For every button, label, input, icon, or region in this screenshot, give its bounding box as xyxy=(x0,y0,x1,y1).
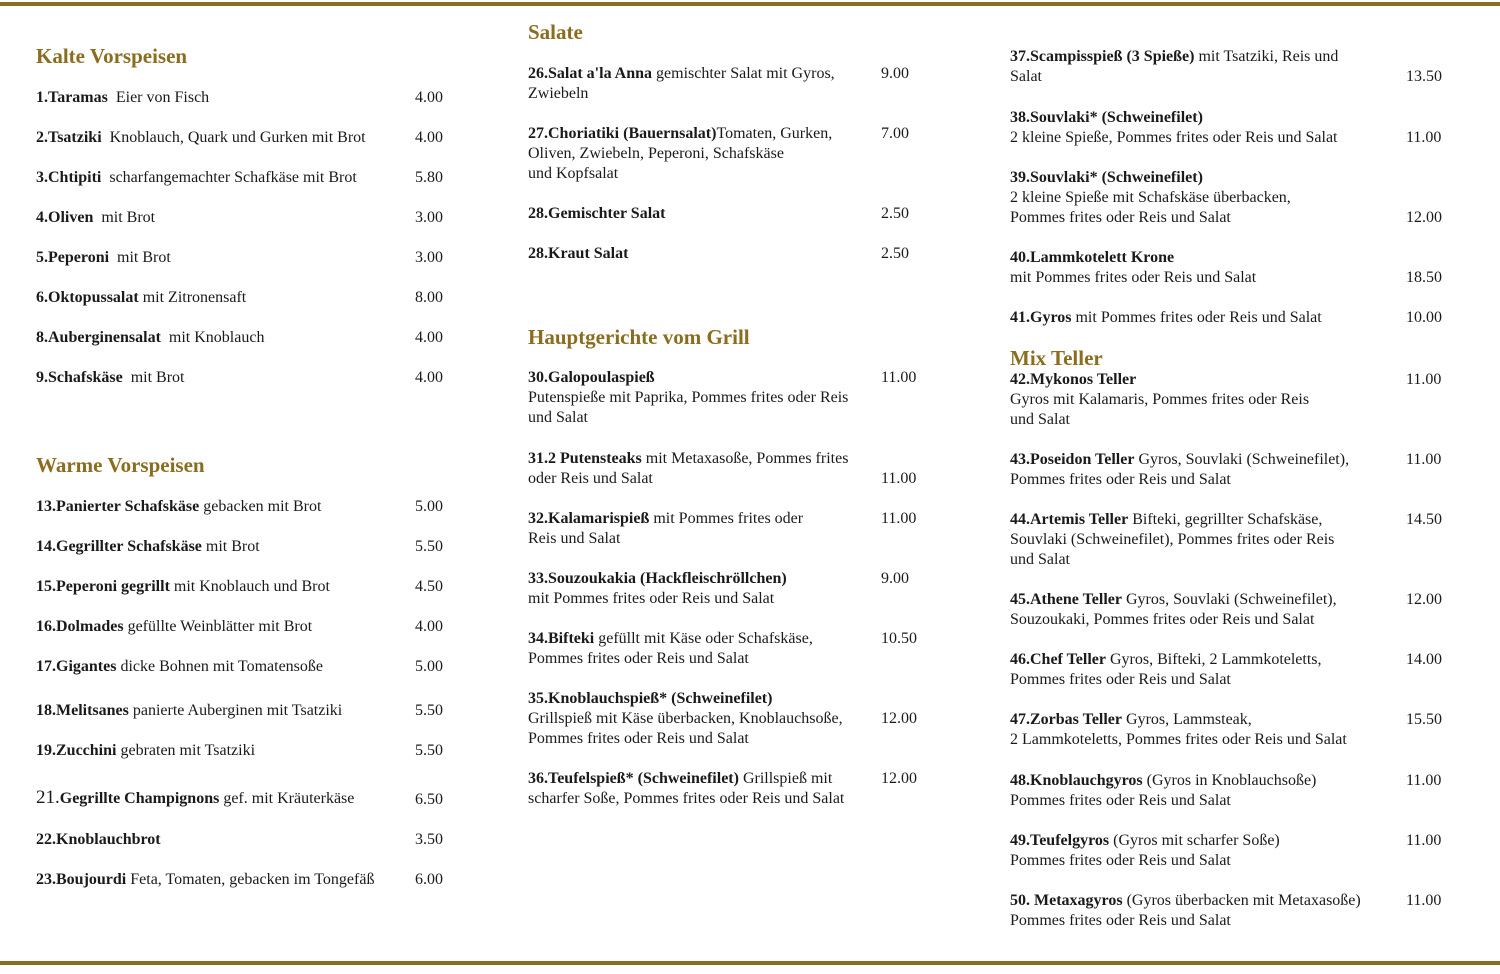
item-name: 15.Peperoni gegrillt xyxy=(36,578,170,595)
item-description-line: Souvlaki (Schweinefilet), Pommes frites oder Reis xyxy=(1010,531,1335,548)
item-price: 12.00 xyxy=(1406,209,1442,226)
item-description: (Gyros mit scharfer Soße) xyxy=(1109,832,1280,849)
item-number: 21. xyxy=(36,787,60,808)
menu-item xyxy=(1010,710,1390,750)
item-name: 38.Souvlaki* (Schweinefilet) xyxy=(1010,109,1203,126)
item-description: mit Knoblauch xyxy=(160,329,265,346)
menu-item xyxy=(1010,510,1390,570)
item-name: 5.Peperoni xyxy=(36,249,110,266)
item-price: 4.50 xyxy=(415,578,443,595)
item-description: (Gyros in Knoblauchsoße) xyxy=(1142,772,1317,789)
item-description-line: Salat xyxy=(1010,68,1042,85)
item-name: 31.2 Putensteaks xyxy=(528,450,642,467)
item-description: gefüllte Weinblätter mit Brot xyxy=(123,618,313,635)
item-name: 1.Taramas xyxy=(36,89,108,106)
menu-item xyxy=(1010,47,1390,87)
item-description: Bifteki, gegrillter Schafskäse, xyxy=(1128,511,1323,528)
item-description: Gyros, Souvlaki (Schweinefilet), xyxy=(1134,451,1350,468)
item-name: 39.Souvlaki* (Schweinefilet) xyxy=(1010,169,1203,186)
menu-item xyxy=(36,537,411,557)
item-price: 5.80 xyxy=(415,169,443,186)
item-price: 15.50 xyxy=(1406,711,1442,728)
item-price: 4.00 xyxy=(415,618,443,635)
menu-item xyxy=(36,208,411,228)
item-description-line: 2 kleine Spieße, Pommes frites oder Reis und Salat xyxy=(1010,129,1338,146)
menu-item xyxy=(1010,308,1390,328)
item-description: mit Pommes frites oder xyxy=(649,510,804,527)
item-description: mit Knoblauch und Brot xyxy=(169,578,330,595)
item-name: 17.Gigantes xyxy=(36,658,117,675)
menu-item xyxy=(36,701,411,721)
item-description: gemischter Salat mit Gyros, xyxy=(652,65,835,82)
menu-item xyxy=(1010,450,1390,490)
item-description-line: Pommes frites oder Reis und Salat xyxy=(1010,792,1231,809)
menu-item xyxy=(528,449,878,489)
item-description-line: Gyros mit Kalamaris, Pommes frites oder Reis xyxy=(1010,391,1310,408)
menu-item xyxy=(36,88,411,108)
item-description-line: Oliven, Zwiebeln, Peperoni, Schafskäse xyxy=(528,145,784,162)
item-description: mit Brot xyxy=(93,209,156,226)
item-price: 9.00 xyxy=(881,570,909,587)
item-name: 3.Chtipiti xyxy=(36,169,102,186)
menu-item xyxy=(36,497,411,517)
menu-item xyxy=(36,368,411,388)
menu-item xyxy=(36,288,411,308)
item-description: mit Brot xyxy=(122,369,185,386)
menu-item xyxy=(528,689,878,749)
item-price: 8.00 xyxy=(415,289,443,306)
item-price: 5.50 xyxy=(415,538,443,555)
item-name: 41.Gyros xyxy=(1010,309,1072,326)
item-description-line: Zwiebeln xyxy=(528,85,589,102)
menu-item xyxy=(36,168,411,188)
menu-item xyxy=(528,368,878,428)
bottom-border xyxy=(0,961,1500,965)
menu-item xyxy=(36,830,411,850)
menu-item xyxy=(36,617,411,637)
item-name: 8.Auberginensalat xyxy=(36,329,161,346)
item-name: 37.Scampisspieß (3 Spieße) xyxy=(1010,48,1195,65)
item-price: 6.00 xyxy=(415,871,443,888)
item-description-line: 2 Lammkoteletts, Pommes frites oder Reis und Salat xyxy=(1010,731,1347,748)
item-description-line: Pommes frites oder Reis und Salat xyxy=(1010,471,1231,488)
item-name: 44.Artemis Teller xyxy=(1010,511,1129,528)
menu-item xyxy=(36,788,411,809)
item-name: 26.Salat a'la Anna xyxy=(528,65,653,82)
item-price: 5.50 xyxy=(415,702,443,719)
item-description: gef. mit Kräuterkäse xyxy=(219,790,355,807)
item-price: 5.50 xyxy=(415,742,443,759)
item-description-line: oder Reis und Salat xyxy=(528,470,653,487)
item-price: 4.00 xyxy=(415,329,443,346)
item-description-line: Pommes frites oder Reis und Salat xyxy=(1010,209,1231,226)
item-price: 11.00 xyxy=(1406,129,1442,146)
item-description: dicke Bohnen mit Tomatensoße xyxy=(116,658,323,675)
menu-item xyxy=(528,769,878,809)
item-description-line: mit Pommes frites oder Reis und Salat xyxy=(1010,269,1257,286)
item-description: mit Pommes frites oder Reis und Salat xyxy=(1071,309,1322,326)
item-name: 48.Knoblauchgyros xyxy=(1010,772,1143,789)
item-name: 50. Metaxagyros xyxy=(1010,892,1123,909)
menu-item xyxy=(528,509,878,549)
menu-item xyxy=(1010,248,1390,288)
item-name: 22.Knoblauchbrot xyxy=(36,831,161,848)
item-price: 13.50 xyxy=(1406,68,1442,85)
item-name: 18.Melitsanes xyxy=(36,702,129,719)
heading-salate: Salate xyxy=(528,20,583,44)
item-description: gebraten mit Tsatziki xyxy=(116,742,256,759)
item-price: 7.00 xyxy=(881,125,909,142)
heading-kalte-vorspeisen: Kalte Vorspeisen xyxy=(36,44,188,68)
menu-item xyxy=(528,629,878,669)
item-description-line: Pommes frites oder Reis und Salat xyxy=(528,650,749,667)
item-price: 11.00 xyxy=(1406,832,1442,849)
item-name: 13.Panierter Schafskäse xyxy=(36,498,200,515)
menu-item xyxy=(1010,108,1390,148)
item-price: 11.00 xyxy=(881,369,917,386)
item-description: scharfangemachter Schafkäse mit Brot xyxy=(101,169,357,186)
item-name: 32.Kalamarispieß xyxy=(528,510,650,527)
item-description-line: Putenspieße mit Paprika, Pommes frites oder Reis xyxy=(528,389,849,406)
item-name: 16.Dolmades xyxy=(36,618,124,635)
menu-item xyxy=(528,204,878,224)
item-price: 3.50 xyxy=(415,831,443,848)
item-description-line: und Kopfsalat xyxy=(528,165,619,182)
item-name: 45.Athene Teller xyxy=(1010,591,1122,608)
item-description-line: mit Pommes frites oder Reis und Salat xyxy=(528,590,775,607)
item-name: 34.Bifteki xyxy=(528,630,595,647)
menu-item xyxy=(528,569,878,609)
item-price: 3.00 xyxy=(415,209,443,226)
heading-warme-vorspeisen: Warme Vorspeisen xyxy=(36,453,205,477)
item-price: 4.00 xyxy=(415,129,443,146)
item-description-line: Souzoukaki, Pommes frites oder Reis und Salat xyxy=(1010,611,1315,628)
menu-item xyxy=(36,128,411,148)
item-price: 2.50 xyxy=(881,245,909,262)
menu-item xyxy=(1010,168,1390,228)
heading-hauptgerichte: Hauptgerichte vom Grill xyxy=(528,325,750,349)
item-description: Tomaten, Gurken, xyxy=(716,125,833,142)
menu-item xyxy=(36,577,411,597)
item-name: 42.Mykonos Teller xyxy=(1010,371,1137,388)
item-name: 27.Choriatiki (Bauernsalat) xyxy=(528,125,717,142)
item-description-line: und Salat xyxy=(1010,551,1070,568)
item-price: 2.50 xyxy=(881,205,909,222)
item-description: mit Tsatziki, Reis und xyxy=(1194,48,1339,65)
item-name: 49.Teufelgyros xyxy=(1010,832,1110,849)
item-price: 12.00 xyxy=(881,770,917,787)
item-price: 11.00 xyxy=(1406,451,1442,468)
item-price: 11.00 xyxy=(881,470,917,487)
item-price: 18.50 xyxy=(1406,269,1442,286)
item-description-line: Pommes frites oder Reis und Salat xyxy=(528,730,749,747)
item-name: 19.Zucchini xyxy=(36,742,117,759)
item-name: 28.Kraut Salat xyxy=(528,245,629,262)
item-description: Gyros, Bifteki, 2 Lammkoteletts, xyxy=(1106,651,1322,668)
item-description: Gyros, Lammsteak, xyxy=(1122,711,1252,728)
item-description: (Gyros überbacken mit Metaxasoße) xyxy=(1122,892,1361,909)
item-price: 9.00 xyxy=(881,65,909,82)
item-name: 46.Chef Teller xyxy=(1010,651,1106,668)
item-name: 47.Zorbas Teller xyxy=(1010,711,1123,728)
menu-item xyxy=(1010,650,1390,690)
item-description: gefüllt mit Käse oder Schafskäse, xyxy=(594,630,813,647)
item-price: 11.00 xyxy=(1406,772,1442,789)
item-description: Eier von Fisch xyxy=(107,89,210,106)
item-price: 5.00 xyxy=(415,498,443,515)
menu-item xyxy=(528,124,878,184)
menu-item xyxy=(36,870,411,890)
item-name: 23.Boujourdi xyxy=(36,871,127,888)
item-description: Gyros, Souvlaki (Schweinefilet), xyxy=(1122,591,1337,608)
item-price: 11.00 xyxy=(881,510,917,527)
item-description: Knoblauch, Quark und Gurken mit Brot xyxy=(101,129,366,146)
item-name: 9.Schafskäse xyxy=(36,369,123,386)
menu-item xyxy=(36,328,411,348)
item-price: 14.50 xyxy=(1406,511,1442,528)
item-name: 6.Oktopussalat xyxy=(36,289,139,306)
item-description: mit Zitronensaft xyxy=(138,289,247,306)
item-description-line: Grillspieß mit Käse überbacken, Knoblauchsoße, xyxy=(528,710,843,727)
menu-item xyxy=(36,741,411,761)
item-description: gebacken mit Brot xyxy=(199,498,322,515)
item-price: 12.00 xyxy=(881,710,917,727)
menu-item xyxy=(1010,891,1390,931)
menu-item xyxy=(1010,370,1390,430)
item-description-line: Reis und Salat xyxy=(528,530,621,547)
item-name: 30.Galopoulaspieß xyxy=(528,369,655,386)
item-name: 36.Teufelspieß* (Schweinefilet) xyxy=(528,770,739,787)
top-border xyxy=(0,2,1500,6)
menu-item xyxy=(1010,590,1390,630)
item-price: 4.00 xyxy=(415,369,443,386)
menu-item xyxy=(1010,831,1390,871)
item-price: 10.50 xyxy=(881,630,917,647)
item-name: 14.Gegrillter Schafskäse xyxy=(36,538,202,555)
item-description-line: Pommes frites oder Reis und Salat xyxy=(1010,852,1231,869)
item-name: 33.Souzoukakia (Hackfleischröllchen) xyxy=(528,570,787,587)
menu-item xyxy=(528,244,878,264)
item-price: 4.00 xyxy=(415,89,443,106)
item-name: 4.Oliven xyxy=(36,209,94,226)
menu-item xyxy=(36,657,411,677)
item-description-line: Pommes frites oder Reis und Salat xyxy=(1010,671,1231,688)
heading-mix-teller: Mix Teller xyxy=(1010,346,1103,370)
menu-item xyxy=(528,64,878,104)
item-description-line: Pommes frites oder Reis und Salat xyxy=(1010,912,1231,929)
item-description-line: scharfer Soße, Pommes frites oder Reis und Salat xyxy=(528,790,845,807)
item-description: Feta, Tomaten, gebacken im Tongefäß xyxy=(126,871,375,888)
item-name: 43.Poseidon Teller xyxy=(1010,451,1135,468)
item-name: 2.Tsatziki xyxy=(36,129,102,146)
menu-item xyxy=(36,248,411,268)
item-name: 35.Knoblauchspieß* (Schweinefilet) xyxy=(528,690,773,707)
item-description: mit Metaxasoße, Pommes frites xyxy=(641,450,849,467)
item-description: Grillspieß mit xyxy=(738,770,833,787)
item-price: 3.00 xyxy=(415,249,443,266)
item-price: 5.00 xyxy=(415,658,443,675)
item-description: panierte Auberginen mit Tsatziki xyxy=(128,702,343,719)
item-description-line: und Salat xyxy=(528,409,588,426)
item-description: mit Brot xyxy=(201,538,260,555)
item-price: 11.00 xyxy=(1406,892,1442,909)
item-price: 6.50 xyxy=(415,791,443,808)
item-price: 10.00 xyxy=(1406,309,1442,326)
item-price: 14.00 xyxy=(1406,651,1442,668)
menu-item xyxy=(1010,771,1390,811)
item-description: mit Brot xyxy=(109,249,171,266)
item-name: Gegrillte Champignons xyxy=(59,790,220,807)
item-description-line: und Salat xyxy=(1010,411,1070,428)
item-name: 28.Gemischter Salat xyxy=(528,205,666,222)
item-description-line: 2 kleine Spieße mit Schafskäse überbacken, xyxy=(1010,189,1291,206)
item-name: 40.Lammkotelett Krone xyxy=(1010,249,1175,266)
item-price: 12.00 xyxy=(1406,591,1442,608)
item-price: 11.00 xyxy=(1406,371,1442,388)
